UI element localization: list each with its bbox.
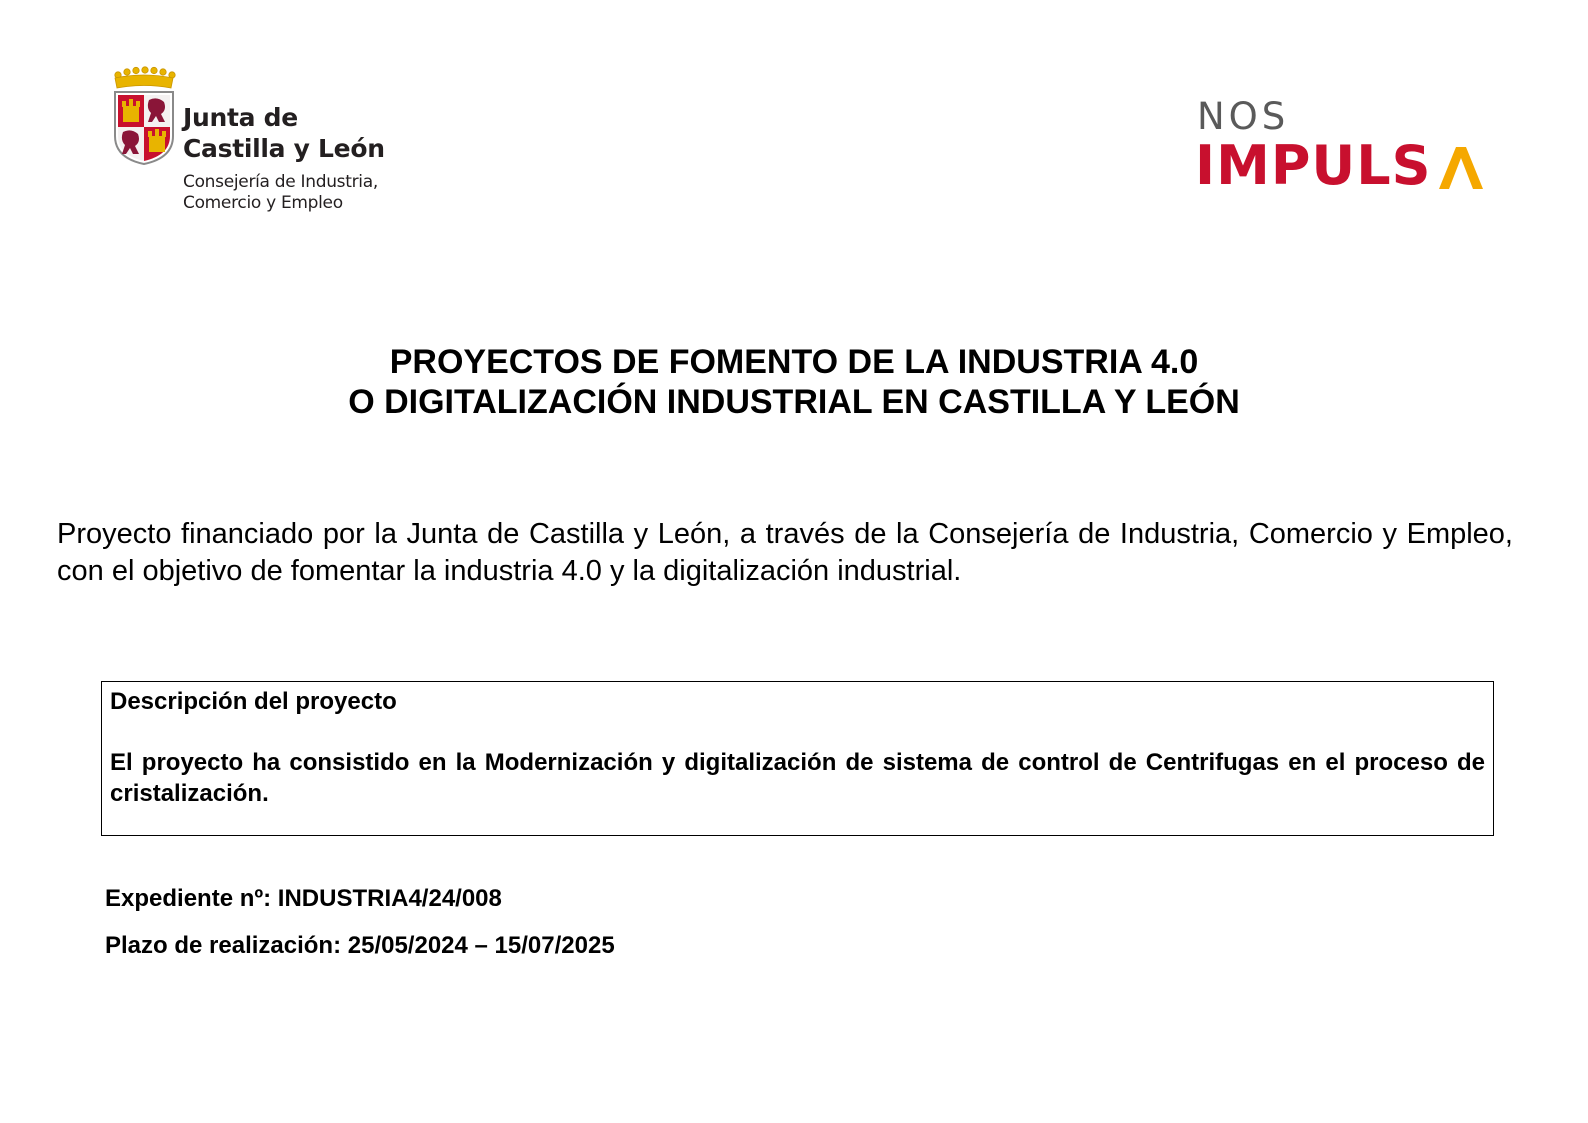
- coat-of-arms-icon: [112, 66, 176, 166]
- jcyl-department: [183, 172, 378, 214]
- impulsa-chevron-icon: [1435, 145, 1485, 190]
- description-heading: Descripción del proyecto: [110, 688, 397, 715]
- nos-impulsa-bottom: IMPULS: [1195, 134, 1432, 197]
- expediente-number: Expediente nº: INDUSTRIA4/24/008: [105, 885, 502, 912]
- jcyl-name-line-1: Junta de: [183, 103, 298, 132]
- project-description-box: [101, 681, 1494, 836]
- jcyl-name-line-2: Castilla y León: [183, 134, 385, 163]
- execution-period: Plazo de realización: 25/05/2024 – 15/07/2025: [105, 932, 615, 959]
- title-line-1: PROYECTOS DE FOMENTO DE LA INDUSTRIA 4.0: [389, 343, 1199, 381]
- title-line-2: O DIGITALIZACIÓN INDUSTRIAL EN CASTILLA Y LEÓN: [348, 383, 1240, 421]
- junta-castilla-leon-logo: [112, 66, 442, 216]
- funding-statement: Proyecto financiado por la Junta de Castilla y León, a través de la Consejería de Industria, Comercio y Empleo, con el objetivo de fomentar la industria 4.0 y la digitalización industrial.: [57, 518, 1513, 587]
- jcyl-dept-line-2: Comercio y Empleo: [183, 193, 343, 213]
- nos-impulsa-top: NOS: [1197, 95, 1290, 138]
- jcyl-name: [183, 102, 385, 164]
- nos-impulsa-logo: [1195, 96, 1495, 206]
- page-title: [0, 342, 1588, 422]
- description-text: El proyecto ha consistido en la Modernización y digitalización de sistema de control de Centrifugas en el proceso de cristalización.: [110, 749, 1485, 807]
- jcyl-dept-line-1: Consejería de Industria,: [183, 172, 378, 192]
